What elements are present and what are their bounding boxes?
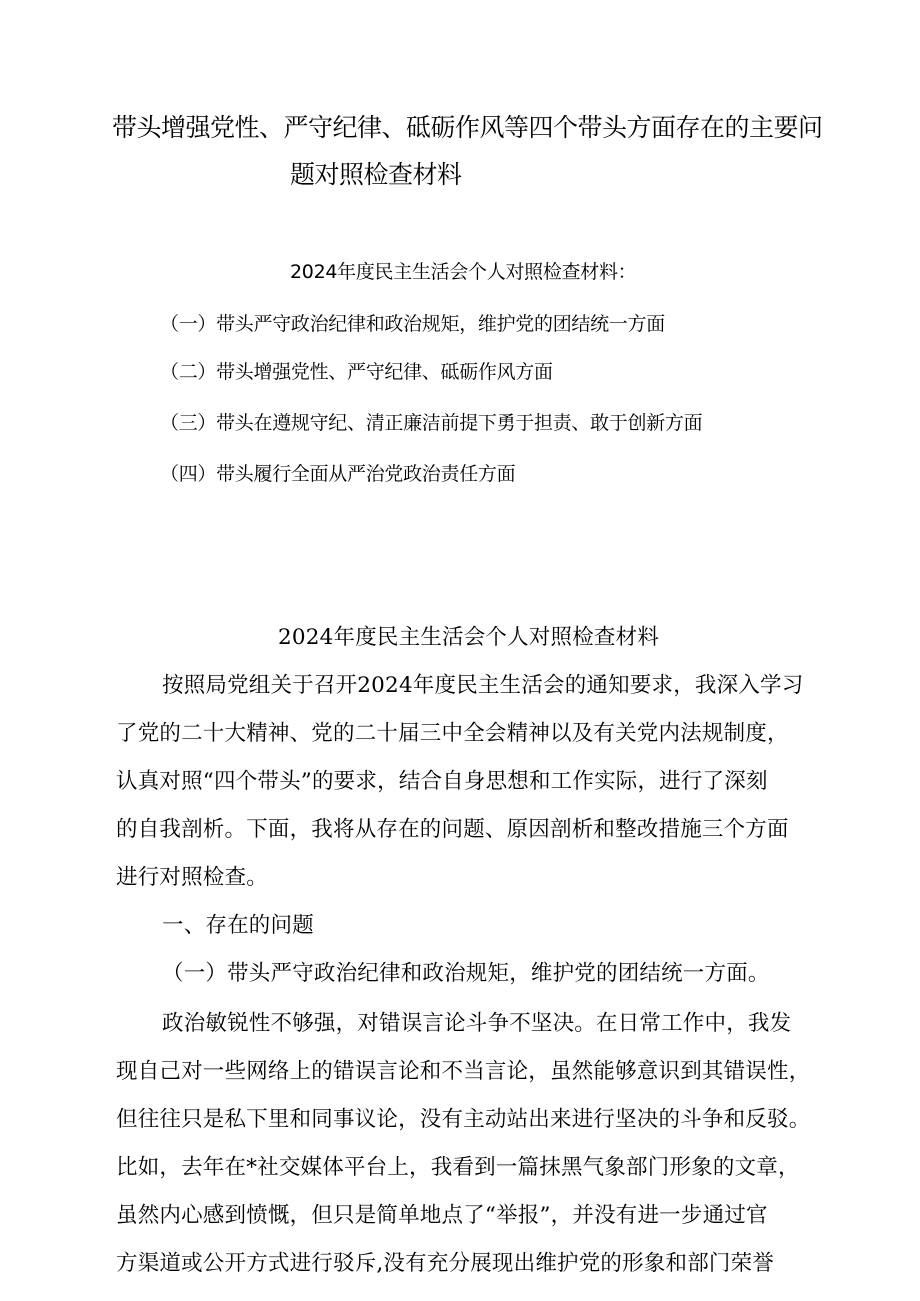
document-title: 2024年度民主生活会个人对照检查材料 [278,625,660,650]
toc-heading: 2024年度民主生活会个人对照检查材料： [290,261,637,283]
intro-line-5: 进行对照检查。 [116,865,268,890]
page-title-line-1: 带头增强党性、严守纪律、砥砺作风等四个带头方面存在的主要问 [112,113,823,142]
body-line-2: 现自己对一些网络上的错误言论和不当言论，虽然能够意识到其错误性， [116,1059,811,1084]
intro-line-4: 的自我剖析。下面，我将从存在的问题、原因剖析和整改措施三个方面 [116,817,789,842]
body-line-6: 方渠道或公开方式进行驳斥,没有充分展现出维护党的形象和部门荣誉 [116,1251,775,1276]
body-line-4: 比如，去年在*社交媒体平台上，我看到一篇抹黑气象部门形象的文章， [116,1155,800,1180]
toc-item-2: （二）带头增强党性、严守纪律、砥砺作风方面 [160,361,553,383]
intro-line-2: 了党的二十大精神、党的二十届三中全会精神以及有关党内法规制度， [116,721,789,746]
body-line-1: 政治敏锐性不够强，对错误言论斗争不坚决。在日常工作中，我发 [162,1011,792,1036]
toc-item-4: （四）带头履行全面从严治党政治责任方面 [160,463,516,485]
toc-item-3: （三）带头在遵规守纪、清正廉洁前提下勇于担责、敢于创新方面 [160,412,703,434]
intro-line-3: 认真对照“四个带头”的要求，结合自身思想和工作实际，进行了深刻 [116,769,768,794]
body-line-5: 虽然内心感到愤慨，但只是简单地点了“举报”，并没有进一步通过官 [116,1203,768,1228]
intro-line-1: 按照局党组关于召开2024年度民主生活会的通知要求，我深入学习 [162,673,804,698]
page-title-line-2: 题对照检查材料 [290,160,462,189]
toc-item-1: （一）带头严守政治纪律和政治规矩，维护党的团结统一方面 [160,313,665,335]
body-line-3: 但往往只是私下里和同事议论，没有主动站出来进行坚决的斗争和反驳。 [116,1107,811,1132]
section-heading: 一、存在的问题 [162,913,314,938]
subsection-heading: （一）带头严守政治纪律和政治规矩，维护党的团结统一方面。 [162,961,770,986]
